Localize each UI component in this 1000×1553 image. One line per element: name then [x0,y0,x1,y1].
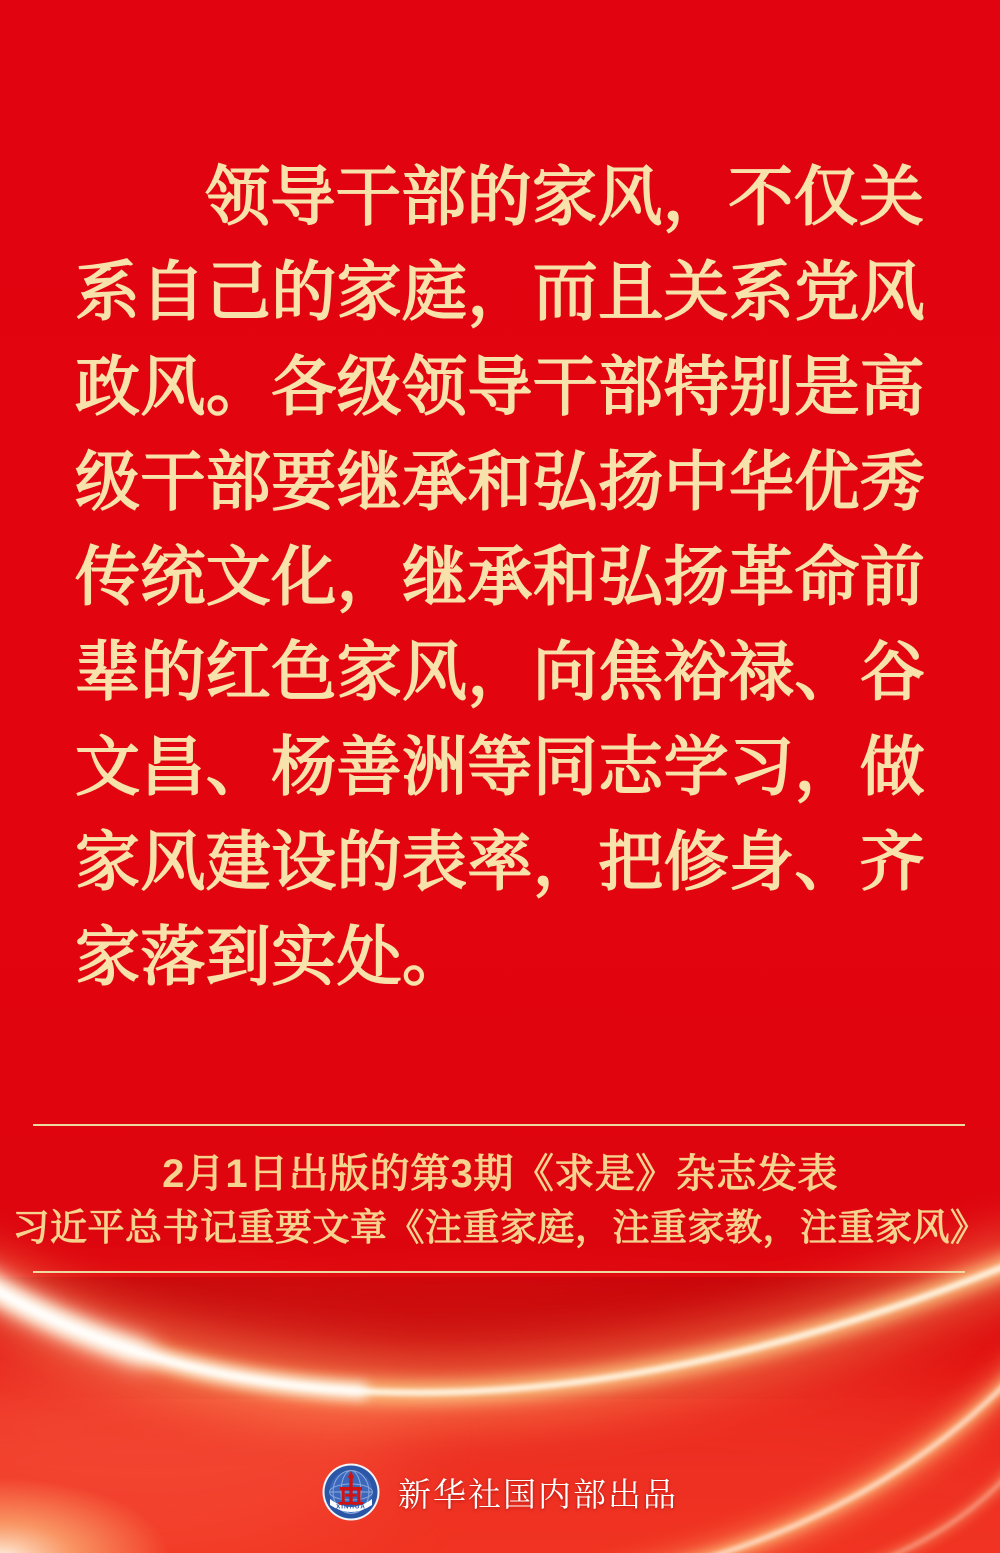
quote-line: 政风。各级领导干部特别是高 [75,349,926,425]
quote-line: 领导干部的家风，不仅关 [205,159,925,235]
xinhua-logo-icon [322,1463,380,1521]
quote-line: 辈的红色家风，向焦裕禄、谷 [75,634,926,710]
publication-line-2: 习近平总书记重要文章《注重家庭，注重家教，注重家风》 [12,1207,988,1248]
quote-line: 文昌、杨善洲等同志学习，做 [75,729,926,805]
quote-block [75,150,945,1005]
divider-top [33,1124,965,1126]
footer-credit-text: 新华社国内部出品 [398,1475,678,1513]
publication-line-1: 2月1日出版的第3期《求是》杂志发表 [162,1152,838,1196]
quote-line: 级干部要继承和弘扬中华优秀 [75,444,926,520]
quote-line: 家风建设的表率，把修身、齐 [75,824,926,900]
quote-line: 传统文化，继承和弘扬革命前 [75,539,926,615]
footer-credit-row [0,1460,1000,1524]
divider-bottom [33,1271,965,1273]
publication-info [0,1148,1000,1254]
quote-line: 家落到实处。 [75,919,468,995]
xinhua-logo-text: XINHUA [336,1503,366,1511]
quote-line: 系自己的家庭，而且关系党风 [75,254,926,330]
